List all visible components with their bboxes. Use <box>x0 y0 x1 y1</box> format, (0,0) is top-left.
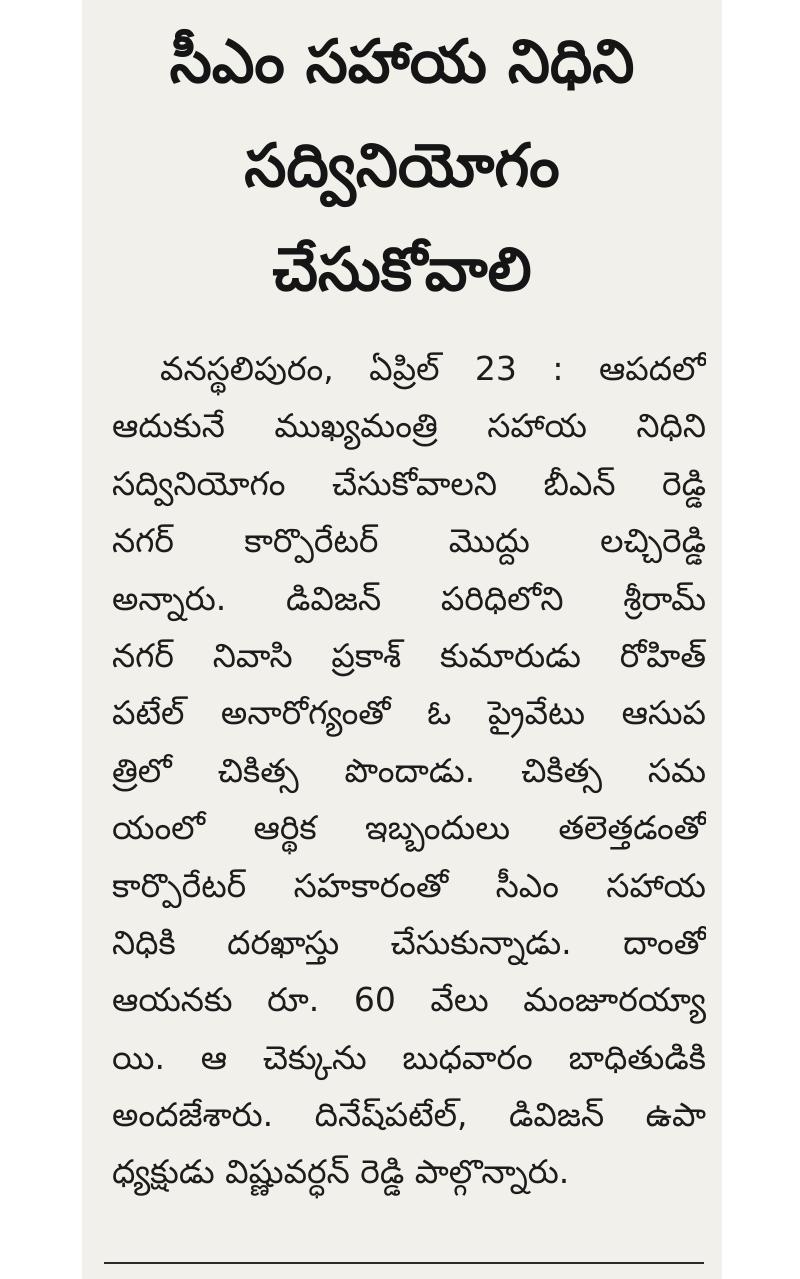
article-line-10: కార్పొరేటర్ సహకారంతో సీఎం సహాయ <box>112 865 706 905</box>
headline-line-1: సీఎం సహాయ నిధిని <box>169 27 635 97</box>
article-line-6: నగర్ నివాసి ప్రకాశ్ కుమారుడు రోహిత్ <box>112 635 706 675</box>
article-line-4: నగర్ కార్పొరేటర్ మొద్దు లచ్చిరెడ్డి <box>112 521 706 561</box>
article-line-12: ఆయనకు రూ. 60 వేలు మంజూరయ్యా <box>112 980 706 1020</box>
article-line-13: యి. ఆ చెక్కును బుధవారం బాధితుడికి <box>112 1037 706 1077</box>
article-line-14: అందజేశారు. దినేష్‌పటేల్, డివిజన్ ఉపా <box>112 1095 706 1135</box>
news-clipping <box>82 0 722 1279</box>
article-line-15: ధ్యక్షుడు విష్ణువర్ధన్ రెడ్డి పాల్గొన్నారు. <box>112 1152 570 1192</box>
headline <box>82 10 722 322</box>
article-line-9: యంలో ఆర్థిక ఇబ్బందులు తలెత్తడంతో <box>112 808 706 848</box>
article-line-2: ఆదుకునే ముఖ్యమంత్రి సహాయ నిధిని <box>112 406 706 446</box>
headline-line-2: సద్వినియోగం <box>244 131 560 201</box>
article-line-3: సద్వినియోగం చేసుకోవాలని బీఎన్ రెడ్డి <box>112 463 706 503</box>
bottom-divider <box>104 1262 704 1264</box>
article-line-11: నిధికి దరఖాస్తు చేసుకున్నాడు. దాంతో <box>112 922 706 962</box>
article-line-1: వనస్థలిపురం, ఏప్రిల్ 23 : ఆపదలో <box>160 349 706 388</box>
headline-line-3: చేసుకోవాలి <box>272 235 532 305</box>
article-line-5: అన్నారు. డివిజన్ పరిధిలోని శ్రీరామ్ <box>112 578 706 618</box>
article-line-8: త్రిలో చికిత్స పొందాడు. చికిత్స సమ <box>112 750 706 790</box>
article-body <box>112 340 706 1201</box>
article-line-7: పటేల్ అనారోగ్యంతో ఓ ప్రైవేటు ఆసుప <box>112 693 706 733</box>
